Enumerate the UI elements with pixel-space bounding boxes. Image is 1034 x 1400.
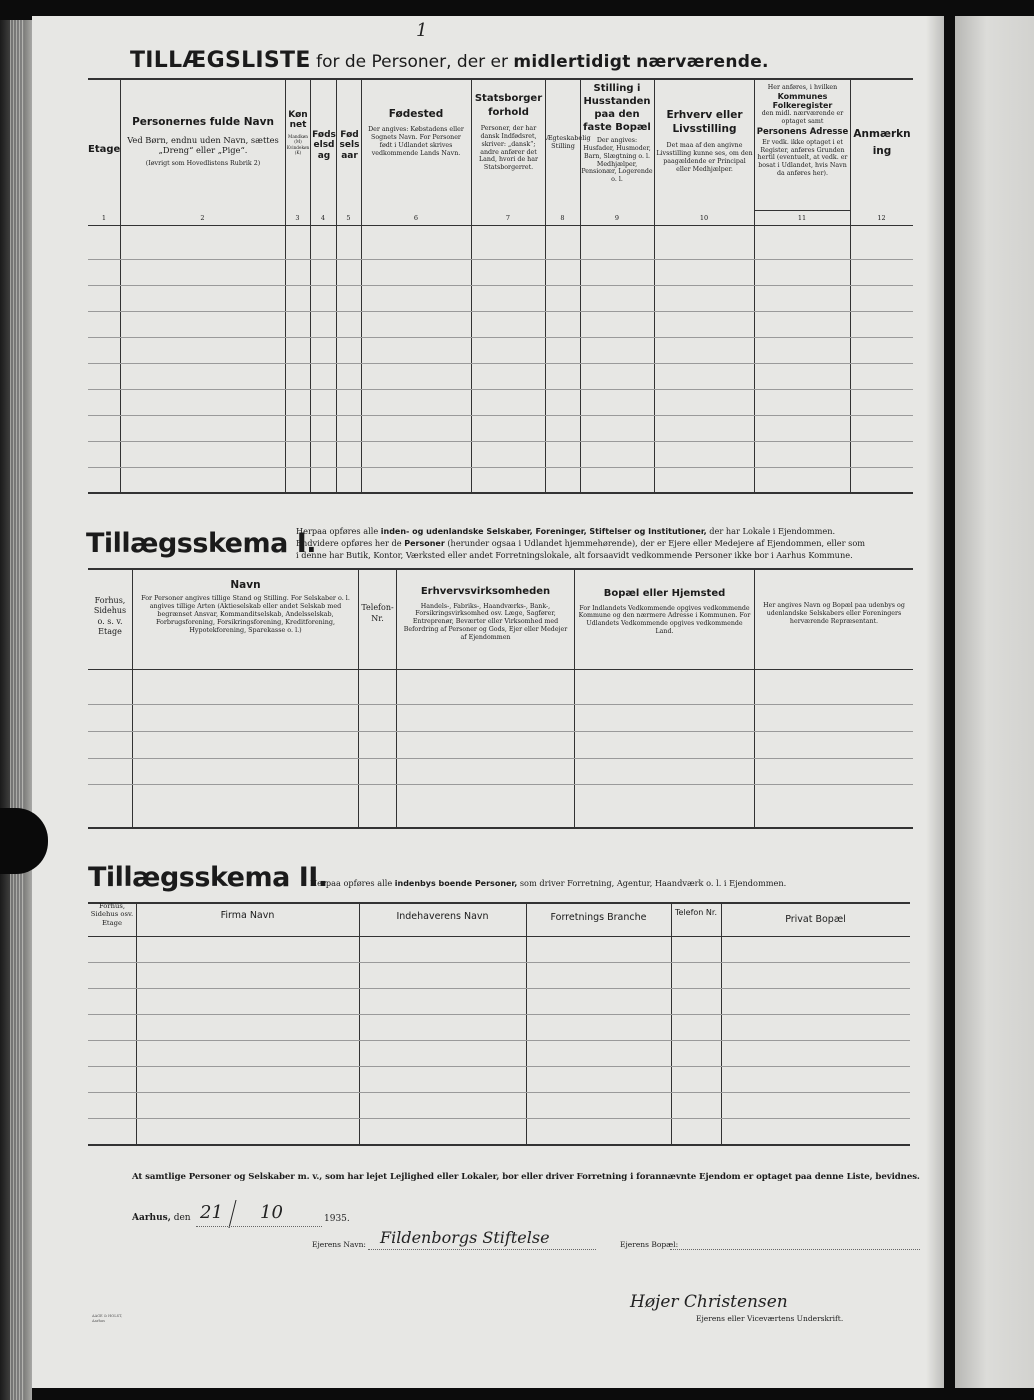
owner-name-label: Ejerens Navn: xyxy=(312,1240,366,1249)
s2-col-owner-name: Indehaverens Navn xyxy=(396,911,489,922)
next-page-edge xyxy=(955,16,1034,1388)
col-num: 11 xyxy=(797,214,807,222)
col-num: 9 xyxy=(614,214,620,222)
col-gender: Kønnet Mandkøn (M) Kvindekøn (K) xyxy=(286,110,310,156)
col-num: 4 xyxy=(320,214,326,222)
col-marital-status: Ægteskabelig Stilling xyxy=(546,134,591,151)
s1-col-representative: Her angives Navn og Bopæl paa udenbys og udenlandske Selskabers eller Foreningers herværende Repræsentant. xyxy=(763,602,905,625)
s1-col-floor: Forhus, Sidehus o. s. v. Etage xyxy=(93,596,127,637)
date-separator xyxy=(229,1200,251,1228)
col-num: 7 xyxy=(505,214,511,222)
attestation-text: At samtlige Personer og Selskaber m. v., som har lejet Lejlighed eller Lokaler, bor eller driver Forretning i forannævnte Ejendom er optaget paa denne Liste, bevidnes. xyxy=(132,1172,920,1182)
skema2-description: Herpaa opføres alle indenbys boende Personer, som driver Forretning, Agentur, Haandværk o. l. i Ejendommen. xyxy=(310,878,787,888)
col-num: 3 xyxy=(295,214,300,222)
year: 1935. xyxy=(324,1214,350,1224)
date-month-handwritten: 10 xyxy=(260,1202,283,1223)
page-title: TILLÆGSLISTE for de Personer, der er midlertidigt nærværende. xyxy=(130,48,769,73)
s2-col-phone: Telefon Nr. xyxy=(675,908,717,917)
skema1-description: Herpaa opføres alle inden- og udenlandske Selskaber, Foreninger, Stiftelser og Institutioner, der har Lokale i Ejendommen. Endvidere opføres her de Personer (herunder ogsaa i Udlandet hjemmehørende), der er Ejere eller Medejere af Ejendommen, eller som i denne har Butik, Kontor, Værksted eller andet Forretningslokale, alt forsaavidt vedkommende Personer ikke bor i Aarhus Kommune. xyxy=(296,526,866,560)
owner-name-handwritten: Fildenborgs Stiftelse xyxy=(380,1228,550,1247)
date-line: Aarhus, den xyxy=(132,1213,191,1223)
col-num: 5 xyxy=(346,214,351,222)
col-citizenship: Statsborgerforhold Personer, der har dansk Indfødsret, skriver: „dansk“; andre anfører det Land, hvori de har Statsborgerret. xyxy=(474,93,543,172)
s1-col-business: Erhvervsvirksomheden Handels-, Fabriks-, Haandværks-, Bank-, Forsikringsvirksomhed osv. Læge, Sagfører, Entreprenør, Beværter eller Virksomhed med Befordring af Personer og Gods, Ejer eller Medejer af Ejendommen xyxy=(403,586,568,641)
page-mark: 1 xyxy=(416,20,428,41)
col-birthday: Fødselsdag xyxy=(312,130,336,161)
col-address: Her anføres, i hvilken Kommunes Folkeregister den midl. nærværende er optaget samt Personens Adresse Er vedk. ikke optaget i et Register, anføres Grunden hertil (eventuelt, at vedk. er bosat i Udlandet, hvis Navn da anføres her). xyxy=(756,84,849,178)
s2-col-private-address: Privat Bopæl xyxy=(785,914,846,925)
signature-handwritten: Højer Christensen xyxy=(630,1292,788,1312)
signature-label: Ejerens eller Viceværtens Underskrift. xyxy=(696,1314,844,1323)
col-remarks: Anmærkning xyxy=(853,128,911,157)
col-num: 10 xyxy=(699,214,709,222)
s2-col-floor: Forhus, Sidehus osv. Etage xyxy=(90,902,134,927)
col-household-position: Stilling i Husstanden paa den faste Bopæl Der angives: Husfader, Husmoder, Barn, Slægtning o. l. Medhjælper, Pensionær, Logerende o. l. xyxy=(581,83,653,184)
s1-col-residence: Bopæl eller Hjemsted For Indlandets Vedkommende opgives vedkommende Kommune og den nærmere Adresse i Kommunen. For Udlandets Vedkommende opgives vedkommende Land. xyxy=(578,588,751,636)
s1-col-name: Navn For Personer angives tillige Stand og Stilling. For Selskaber o. l. angives tillige Arten (Aktieselskab eller andet Selskab med begrænset Ansvar, Kommanditselskab, Andelsselskab, Forbrugsforening, Forsikringsforening, Kreditforening, Hypotekforening, Sparekasse o. l.) xyxy=(141,579,350,635)
col-num: 2 xyxy=(200,214,205,222)
s2-col-branch: Forretnings Branche xyxy=(550,912,647,923)
col-num: 1 xyxy=(101,214,107,222)
col-occupation: Erhverv eller Livsstilling Det maa af den angivne Livsstilling kunne ses, om den paagældende er Principal eller Medhjælper. xyxy=(656,109,753,173)
owner-address-label: Ejerens Bopæl: xyxy=(620,1240,679,1249)
skema2-title: Tillægsskema II. xyxy=(88,862,328,893)
col-num: 8 xyxy=(560,214,565,222)
date-day-handwritten: 21 xyxy=(200,1202,223,1223)
book-binding xyxy=(0,20,32,1400)
col-full-name: Personernes fulde Navn Ved Børn, endnu uden Navn, sættes „Dreng“ eller „Pige“. (Iøvrigt som Hovedlistens Rubrik 2) xyxy=(127,116,279,167)
printer-mark: AAGE & HOLST, Aarhus xyxy=(92,1314,123,1324)
skema1-title: Tillægsskema I. xyxy=(86,528,317,559)
col-num: 12 xyxy=(877,214,886,222)
col-etage: Etage xyxy=(88,144,121,155)
s1-col-phone: Telefon-Nr. xyxy=(361,603,394,624)
s2-col-firm-name: Firma Navn xyxy=(220,910,275,921)
census-form-page xyxy=(32,16,944,1388)
col-birthyear: Fødselsaar xyxy=(339,130,360,161)
skema1-bold-entities: inden- og udenlandske Selskaber, Foreninger, Stiftelser og Institutioner, xyxy=(380,527,707,536)
col-birthplace: Fødested Der angives: Købstadens eller Sognets Navn. For Personer født i Udlandet skrives vedkommende Lands Navn. xyxy=(368,108,464,157)
col-num: 6 xyxy=(413,214,419,222)
